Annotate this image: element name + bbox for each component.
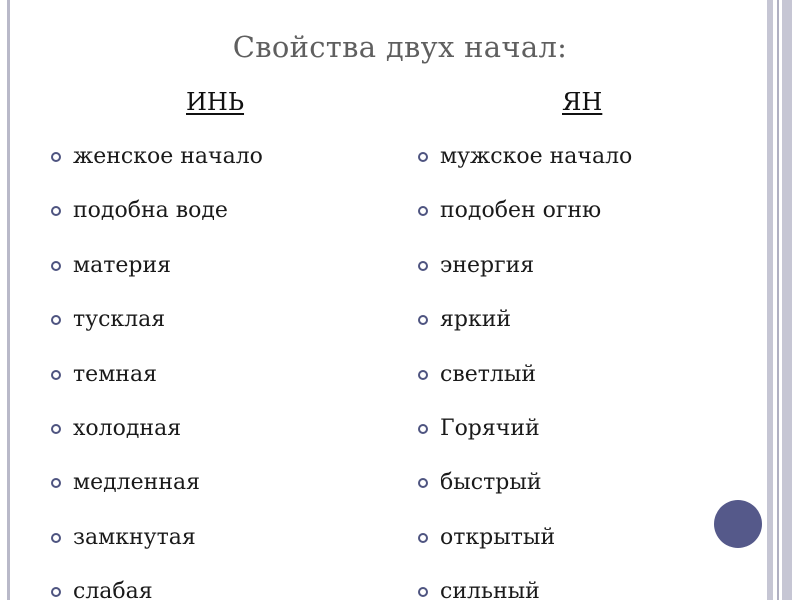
ring-bullet-icon bbox=[51, 587, 61, 597]
ring-bullet-icon bbox=[418, 370, 428, 380]
yang-item-label: быстрый bbox=[440, 470, 542, 496]
yang-item-label: светлый bbox=[440, 361, 537, 387]
yin-item bbox=[50, 143, 263, 197]
yang-item bbox=[417, 578, 632, 600]
right-decor-bar bbox=[767, 0, 773, 600]
ring-bullet-icon bbox=[418, 206, 428, 216]
yin-list bbox=[50, 143, 263, 600]
yin-item bbox=[50, 524, 263, 578]
yang-item-label: открытый bbox=[440, 524, 556, 550]
ring-bullet-icon bbox=[51, 424, 61, 434]
yang-item-label: мужское начало bbox=[440, 144, 633, 169]
ring-bullet-icon bbox=[418, 424, 428, 434]
ring-bullet-icon bbox=[418, 533, 428, 543]
yin-item-label: слабая bbox=[73, 579, 153, 600]
yin-item bbox=[50, 578, 263, 600]
ring-bullet-icon bbox=[51, 533, 61, 543]
yang-item bbox=[417, 361, 632, 415]
ring-bullet-icon bbox=[51, 370, 61, 380]
yang-heading: ЯН bbox=[562, 88, 603, 116]
yin-item bbox=[50, 252, 263, 306]
yin-item bbox=[50, 197, 263, 251]
ring-bullet-icon bbox=[51, 152, 61, 162]
ring-bullet-icon bbox=[51, 315, 61, 325]
slide-title: Свойства двух начал: bbox=[232, 30, 568, 64]
ring-bullet-icon bbox=[418, 315, 428, 325]
yin-item bbox=[50, 361, 263, 415]
yin-heading: ИНЬ bbox=[186, 88, 245, 116]
yin-item-label: темная bbox=[73, 361, 157, 387]
right-decor-bar-outer bbox=[782, 0, 792, 600]
yang-item bbox=[417, 469, 632, 523]
right-decor-line bbox=[777, 0, 779, 600]
decor-circle bbox=[714, 500, 762, 548]
yin-item-label: женское начало bbox=[73, 144, 263, 169]
yang-item-label: яркий bbox=[440, 307, 512, 333]
yin-item-label: холодная bbox=[73, 415, 182, 441]
ring-bullet-icon bbox=[51, 206, 61, 216]
yin-item bbox=[50, 306, 263, 360]
ring-bullet-icon bbox=[418, 587, 428, 597]
yin-item-label: медленная bbox=[73, 470, 200, 496]
yang-item bbox=[417, 415, 632, 469]
yang-item-label: подобен огню bbox=[440, 198, 602, 224]
yang-item-label: Горячий bbox=[440, 415, 540, 441]
yin-item-label: подобна воде bbox=[73, 198, 228, 224]
ring-bullet-icon bbox=[418, 261, 428, 271]
yang-item bbox=[417, 306, 632, 360]
yang-item-label: сильный bbox=[440, 579, 540, 600]
yin-item-label: тусклая bbox=[73, 307, 166, 333]
yin-item-label: материя bbox=[73, 252, 172, 278]
ring-bullet-icon bbox=[418, 478, 428, 488]
yang-item bbox=[417, 197, 632, 251]
ring-bullet-icon bbox=[418, 152, 428, 162]
yang-item bbox=[417, 143, 632, 197]
yang-item bbox=[417, 524, 632, 578]
ring-bullet-icon bbox=[51, 478, 61, 488]
ring-bullet-icon bbox=[51, 261, 61, 271]
yang-list bbox=[417, 143, 632, 600]
yin-item bbox=[50, 469, 263, 523]
yin-item bbox=[50, 415, 263, 469]
yang-item-label: энергия bbox=[440, 252, 535, 278]
yang-item bbox=[417, 252, 632, 306]
yin-item-label: замкнутая bbox=[73, 524, 196, 550]
left-decor-bar bbox=[7, 0, 10, 600]
